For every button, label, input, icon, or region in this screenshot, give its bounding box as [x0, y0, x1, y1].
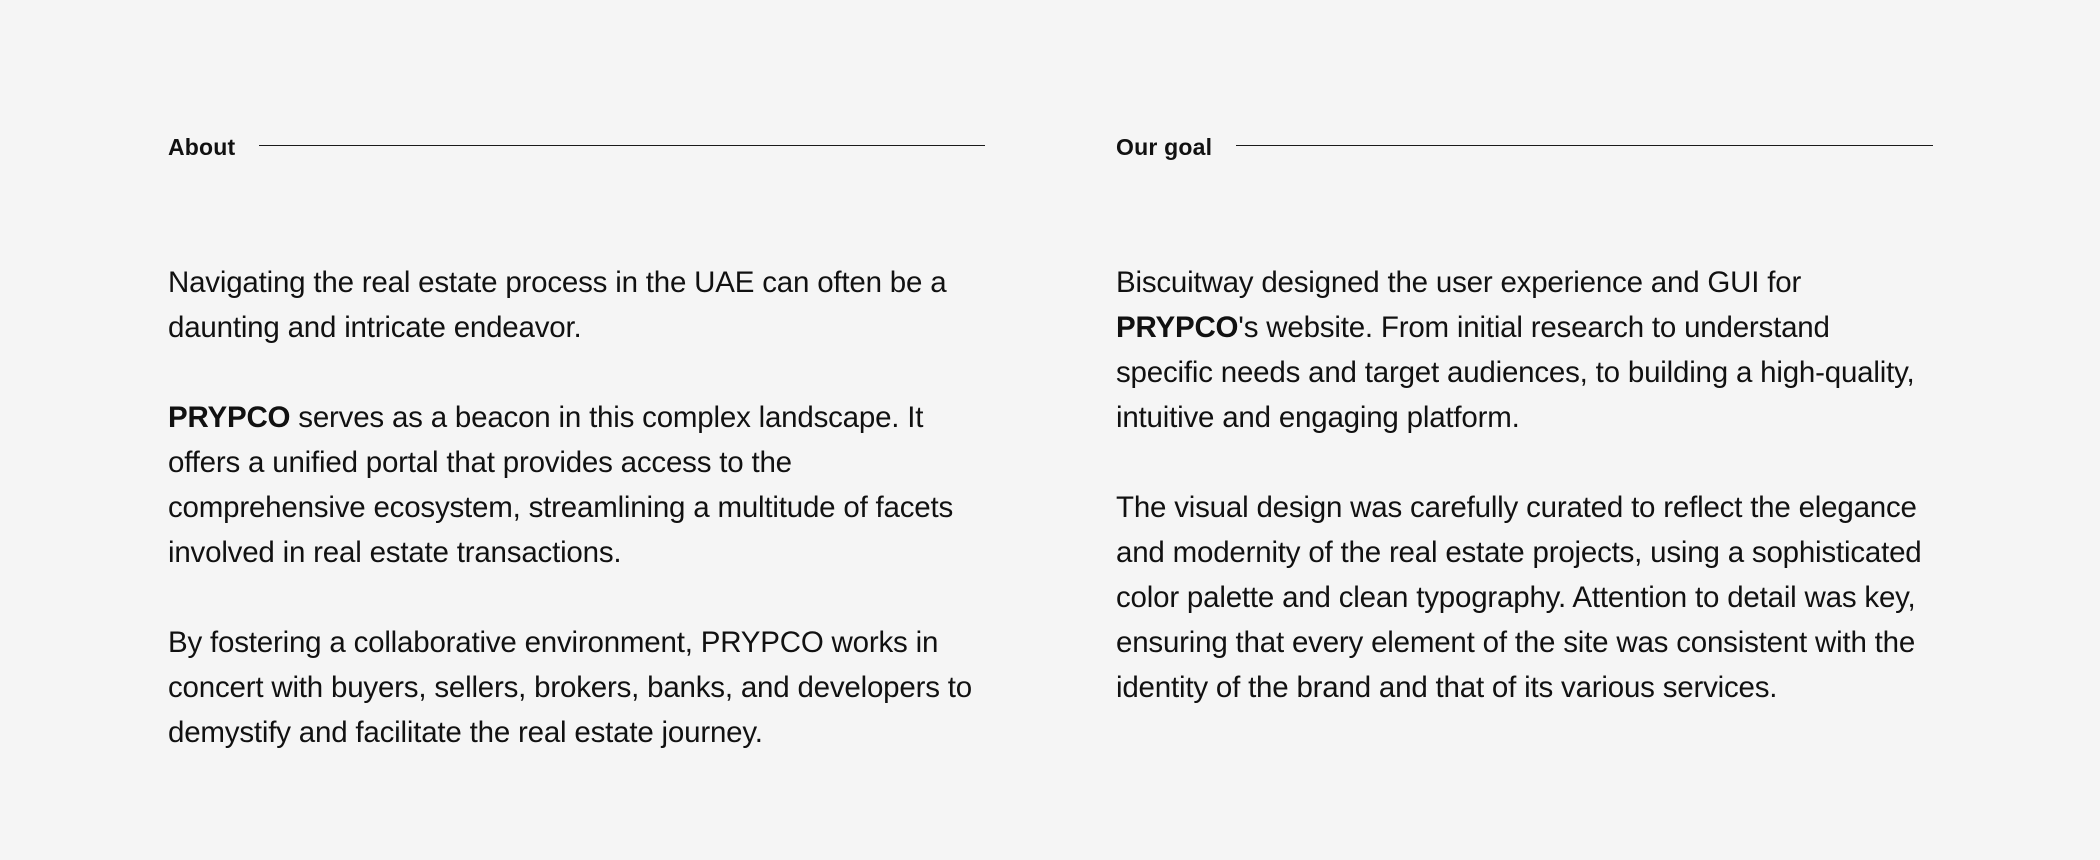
brand-name: PRYPCO	[1116, 311, 1239, 344]
about-title: About	[168, 133, 236, 160]
goal-paragraph-2: The visual design was carefully curated to reflect the elegance and modernity of the real estate projects, using a sophisticated color palette and clean typography. Attention to detail was key, ensuring that every element of the site was consistent with the identity of the brand and that of its various services.	[1116, 491, 1922, 704]
brand-name: PRYPCO	[168, 401, 291, 434]
goal-section	[1116, 130, 1933, 755]
goal-paragraph-1	[1116, 260, 1933, 440]
about-paragraph-3: By fostering a collaborative environment, PRYPCO works in concert with buyers, sellers, brokers, banks, and developers to demystify and facilitate the real estate journey.	[168, 626, 972, 749]
about-paragraph-2	[168, 395, 985, 575]
goal-header	[1116, 130, 1933, 164]
about-body	[168, 260, 985, 755]
about-section	[168, 130, 985, 755]
goal-title: Our goal	[1116, 133, 1213, 160]
goal-body	[1116, 260, 1933, 710]
about-header	[168, 130, 985, 164]
goal-paragraph-1-start: Biscuitway designed the user experience and GUI for	[1116, 266, 1802, 299]
goal-divider	[1236, 145, 1933, 146]
goal-paragraph-1-text: 's website. From initial research to understand specific needs and target audiences, to building a high-quality, intuitive and engaging platform.	[1116, 311, 1915, 434]
about-paragraph-2-text: serves as a beacon in this complex landscape. It offers a unified portal that provides access to the comprehensive ecosystem, streamlining a multitude of facets involved in real estate transactions.	[168, 401, 954, 569]
content-columns	[168, 130, 1933, 755]
about-paragraph-1: Navigating the real estate process in the UAE can often be a daunting and intricate endeavor.	[168, 266, 947, 344]
about-divider	[259, 145, 985, 146]
